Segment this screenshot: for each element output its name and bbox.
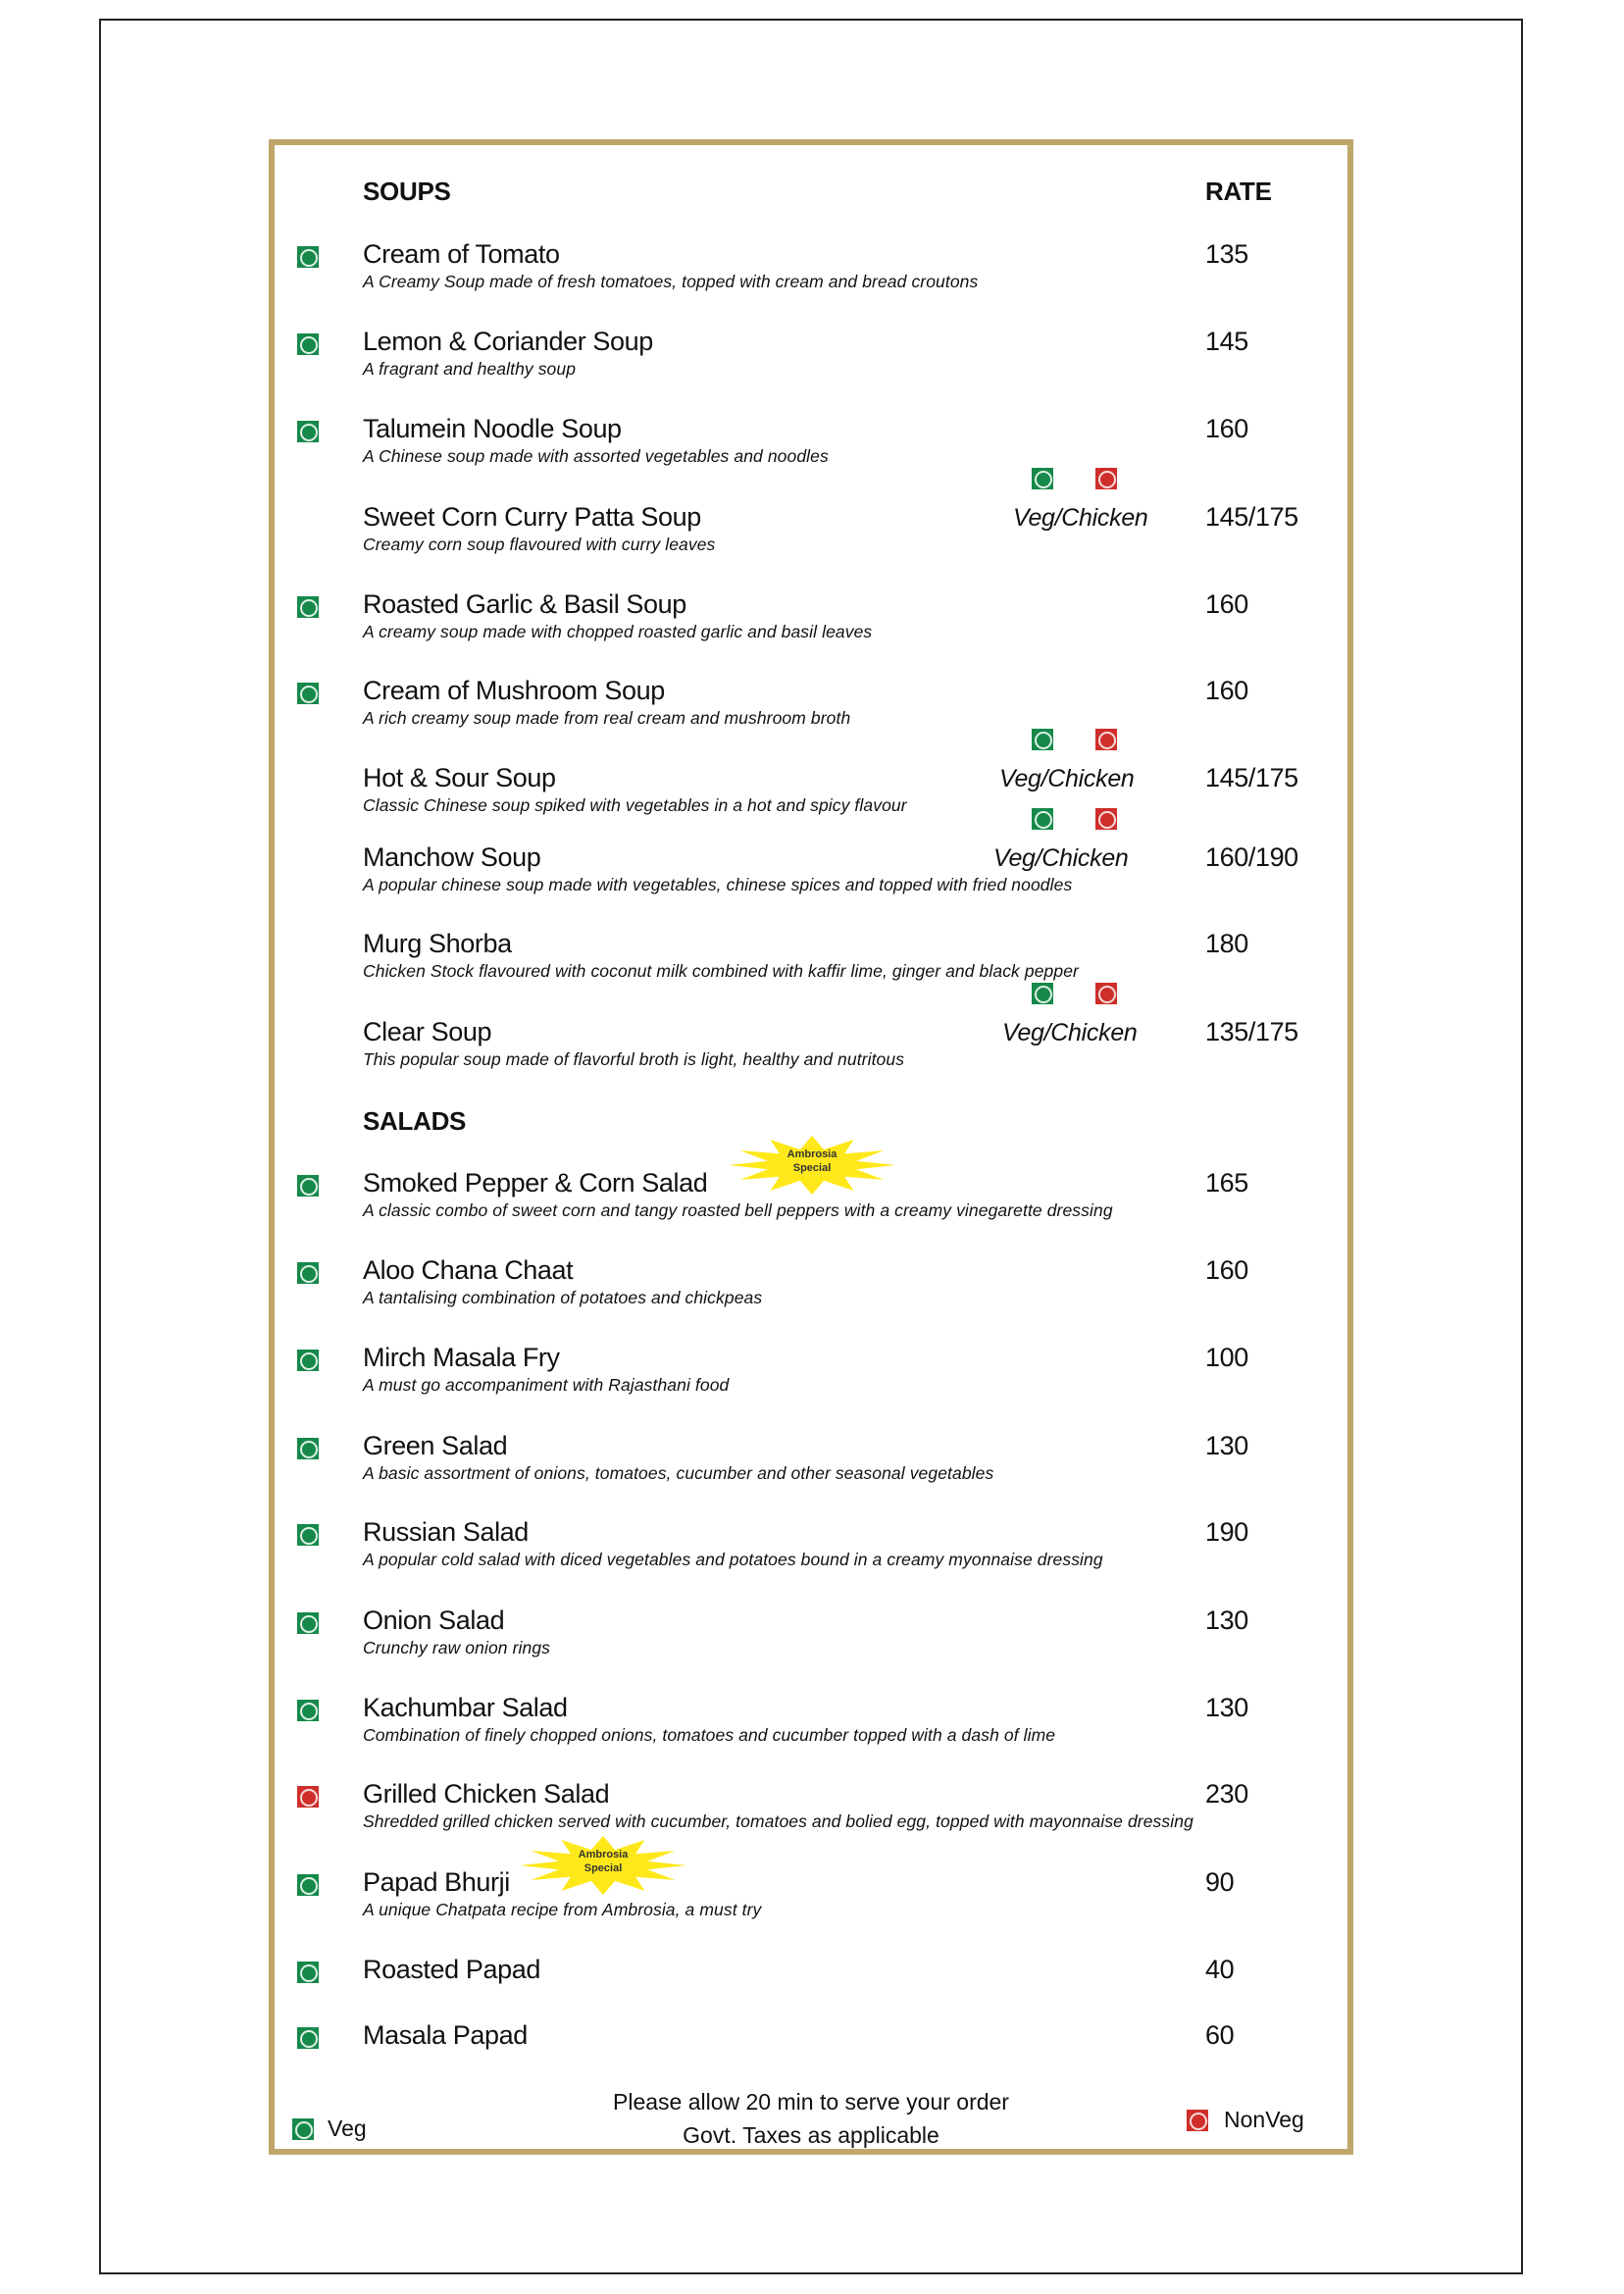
- section-heading-soups: SOUPS: [363, 177, 451, 206]
- item-rate: 160: [1205, 676, 1248, 705]
- item-rate: 145: [1205, 327, 1248, 356]
- item-rate: 180: [1205, 929, 1248, 958]
- section-heading-salads: SALADS: [363, 1106, 467, 1136]
- badge-line-2: Special: [584, 1862, 623, 1874]
- veg-legend-label: Veg: [328, 2116, 367, 2141]
- item-description: Chicken Stock flavoured with coconut milk combined with kaffir lime, ginger and black pepper: [363, 961, 1079, 981]
- veg-option-icon: [1032, 983, 1053, 1004]
- item-name: Aloo Chana Chaat: [363, 1255, 574, 1285]
- item-description: A basic assortment of onions, tomatoes, cucumber and other seasonal vegetables: [363, 1463, 994, 1483]
- item-name: Green Salad: [363, 1431, 508, 1460]
- item-name: Mirch Masala Fry: [363, 1343, 560, 1372]
- item-rate: 160: [1205, 1255, 1248, 1285]
- item-name: Papad Bhurji: [363, 1867, 510, 1897]
- item-name: Sweet Corn Curry Patta Soup: [363, 502, 701, 532]
- item-rate: 145/175: [1205, 502, 1298, 532]
- item-rate: 165: [1205, 1168, 1248, 1198]
- item-name: Talumein Noodle Soup: [363, 414, 622, 443]
- veg-chicken-option: Veg/Chicken: [993, 844, 1129, 872]
- item-name: Kachumbar Salad: [363, 1693, 568, 1722]
- footer-serve-time: Please allow 20 min to serve your order: [613, 2089, 1009, 2115]
- veg-icon: [297, 1350, 319, 1371]
- item-name: Russian Salad: [363, 1517, 529, 1547]
- item-rate: 60: [1205, 2020, 1235, 2050]
- veg-icon: [297, 1962, 319, 1983]
- item-rate: 230: [1205, 1779, 1248, 1809]
- nonveg-legend-icon: [1187, 2110, 1208, 2131]
- item-description: Crunchy raw onion rings: [363, 1638, 550, 1657]
- item-name: Smoked Pepper & Corn Salad: [363, 1168, 708, 1198]
- item-description: A classic combo of sweet corn and tangy roasted bell peppers with a creamy vinegarette dressing: [363, 1200, 1113, 1220]
- item-rate: 135/175: [1205, 1017, 1298, 1046]
- item-name: Manchow Soup: [363, 842, 541, 872]
- item-name: Roasted Papad: [363, 1955, 540, 1984]
- item-name: Cream of Mushroom Soup: [363, 676, 665, 705]
- veg-option-icon: [1032, 468, 1053, 489]
- item-name: Clear Soup: [363, 1017, 492, 1046]
- footer-taxes: Govt. Taxes as applicable: [683, 2122, 939, 2148]
- item-name: Roasted Garlic & Basil Soup: [363, 589, 686, 619]
- rate-column-heading: RATE: [1205, 177, 1272, 206]
- ambrosia-special-badge: [729, 1136, 895, 1195]
- item-description: A creamy soup made with chopped roasted garlic and basil leaves: [363, 622, 873, 641]
- item-description: Combination of finely chopped onions, tomatoes and cucumber topped with a dash of lime: [363, 1725, 1056, 1745]
- veg-icon: [297, 1438, 319, 1459]
- nonveg-option-icon: [1095, 983, 1117, 1004]
- veg-icon: [297, 596, 319, 618]
- item-description: A tantalising combination of potatoes and chickpeas: [363, 1288, 763, 1307]
- item-rate: 130: [1205, 1606, 1248, 1635]
- veg-icon: [297, 421, 319, 442]
- item-description: Shredded grilled chicken served with cucumber, tomatoes and bolied egg, topped with mayonnaise dressing: [363, 1811, 1193, 1831]
- nonveg-legend-label: NonVeg: [1224, 2107, 1304, 2132]
- item-rate: 130: [1205, 1693, 1248, 1722]
- veg-chicken-option: Veg/Chicken: [1002, 1019, 1138, 1046]
- item-rate: 90: [1205, 1867, 1235, 1897]
- item-description: A popular chinese soup made with vegetables, chinese spices and topped with fried noodles: [363, 875, 1073, 894]
- veg-icon: [297, 1700, 319, 1721]
- item-description: A fragrant and healthy soup: [363, 359, 577, 379]
- veg-icon: [297, 1262, 319, 1284]
- item-rate: 160: [1205, 589, 1248, 619]
- badge-text: [729, 1147, 895, 1175]
- item-name: Grilled Chicken Salad: [363, 1779, 610, 1809]
- item-name: Masala Papad: [363, 2020, 528, 2050]
- ambrosia-special-badge: [520, 1836, 686, 1895]
- veg-icon: [297, 2027, 319, 2049]
- veg-legend-icon: [292, 2118, 314, 2140]
- badge-text: [520, 1848, 686, 1875]
- nonveg-option-icon: [1095, 808, 1117, 830]
- item-name: Murg Shorba: [363, 929, 512, 958]
- item-description: A popular cold salad with diced vegetables and potatoes bound in a creamy myonnaise dressing: [363, 1550, 1103, 1569]
- nonveg-option-icon: [1095, 468, 1117, 489]
- veg-icon: [297, 1612, 319, 1634]
- nonveg-option-icon: [1095, 729, 1117, 750]
- item-description: Creamy corn soup flavoured with curry leaves: [363, 535, 716, 554]
- item-rate: 160/190: [1205, 842, 1298, 872]
- item-name: Lemon & Coriander Soup: [363, 327, 653, 356]
- veg-option-icon: [1032, 729, 1053, 750]
- item-description: A unique Chatpata recipe from Ambrosia, a must try: [363, 1900, 762, 1919]
- veg-icon: [297, 683, 319, 704]
- badge-line-1: Ambrosia: [578, 1849, 629, 1861]
- item-rate: 135: [1205, 239, 1248, 269]
- veg-icon: [297, 246, 319, 268]
- item-description: This popular soup made of flavorful broth is light, healthy and nutritous: [363, 1049, 905, 1069]
- veg-icon: [297, 333, 319, 355]
- item-name: Cream of Tomato: [363, 239, 560, 269]
- item-name: Onion Salad: [363, 1606, 505, 1635]
- badge-line-1: Ambrosia: [787, 1148, 837, 1160]
- item-rate: 130: [1205, 1431, 1248, 1460]
- nonveg-icon: [297, 1786, 319, 1808]
- item-description: A rich creamy soup made from real cream and mushroom broth: [363, 708, 851, 728]
- veg-icon: [297, 1874, 319, 1896]
- item-rate: 145/175: [1205, 763, 1298, 792]
- item-description: A must go accompaniment with Rajasthani food: [363, 1375, 730, 1395]
- item-description: A Creamy Soup made of fresh tomatoes, topped with cream and bread croutons: [363, 272, 979, 291]
- item-description: Classic Chinese soup spiked with vegetables in a hot and spicy flavour: [363, 795, 907, 815]
- veg-option-icon: [1032, 808, 1053, 830]
- item-rate: 40: [1205, 1955, 1235, 1984]
- veg-icon: [297, 1524, 319, 1546]
- veg-icon: [297, 1175, 319, 1197]
- item-rate: 100: [1205, 1343, 1248, 1372]
- item-description: A Chinese soup made with assorted vegetables and noodles: [363, 446, 829, 466]
- veg-chicken-option: Veg/Chicken: [999, 765, 1135, 792]
- item-rate: 160: [1205, 414, 1248, 443]
- item-name: Hot & Sour Soup: [363, 763, 556, 792]
- veg-chicken-option: Veg/Chicken: [1013, 504, 1148, 532]
- item-rate: 190: [1205, 1517, 1248, 1547]
- badge-line-2: Special: [792, 1162, 832, 1174]
